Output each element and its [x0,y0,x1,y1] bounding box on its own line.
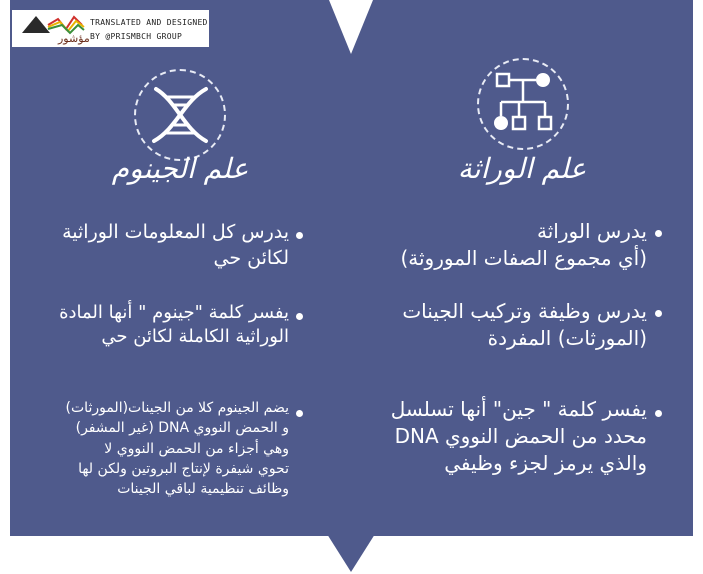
bullet-line: يدرس الوراثة [537,219,647,243]
brand-credit-line2: BY @PRISMBCH GROUP [90,32,183,41]
bullet-line: تحوي شيفرة لإنتاج البروتين ولكن لها [78,460,289,477]
genomics-bullet-2 [59,301,289,350]
bullet-line: (أي مجموع الصفات الموروثة) [400,246,647,270]
bullet-line: يفسر كلمة " جين" أنها تسلسل [390,397,647,421]
dna-helix-icon [136,71,224,159]
bullet-line: محدد من الحمض النووي DNA [394,424,647,448]
top-notch [329,0,373,54]
genomics-title: علم الجينوم [111,152,249,185]
bottom-tab [327,534,375,572]
bullet-line: وظائف تنظيمية لباقي الجينات [117,481,289,498]
bullet-line: يفسر كلمة "جينوم " أنها المادة [59,302,289,323]
bullet-line: الوراثية الكاملة لكائن حي [101,326,289,348]
bullet-line: يضم الجينوم كلا من الجينات(المورثات) [65,400,289,416]
bullet-dot [655,310,662,317]
bullet-line: لكائن حي [213,246,289,269]
genetics-bullet-1 [400,218,647,272]
pedigree-chart-icon [479,60,567,148]
pedigree-icon-circle [477,58,569,150]
genetics-title: علم الوراثة [457,152,587,185]
genetics-bullet-3 [391,396,647,477]
bullet-dot [655,230,662,237]
bullet-line: (المورثات) المفردة [487,326,647,350]
genomics-bullet-1 [62,220,289,271]
bullet-dot [296,410,303,417]
bullet-line: وهي أجزاء من الحمض النووي لا [104,440,289,457]
genomics-bullet-3 [66,398,289,499]
brand-arabic-name: مؤشور [58,32,90,45]
bullet-line: يدرس وظيفة وتركيب الجينات [402,299,647,323]
bullet-line: والذي يرمز لجزء وظيفي [444,451,647,475]
bullet-dot [296,313,303,320]
bullet-dot [296,232,303,239]
genetics-bullet-2 [402,298,647,352]
bullet-line: و الحمض النووي DNA (غير المشفر) [75,420,289,437]
bullet-dot [655,410,662,417]
dna-icon-circle [134,69,226,161]
brand-badge [12,10,209,47]
bullet-line: يدرس كل المعلومات الوراثية [62,221,289,243]
brand-credit-line1: TRANSLATED AND DESIGNED [90,18,208,27]
